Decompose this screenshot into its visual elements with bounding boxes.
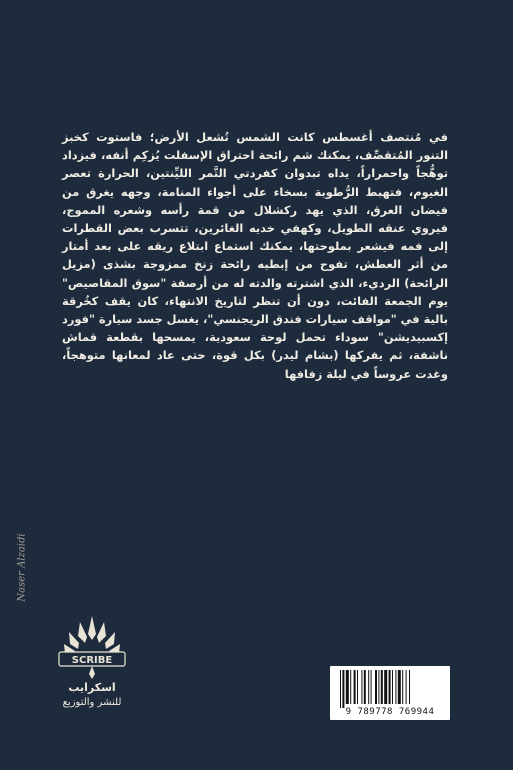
barcode-bar (409, 670, 410, 704)
barcode-bar (342, 670, 344, 708)
barcode-bar (357, 670, 358, 704)
scribe-logo-text: SCRIBE (71, 655, 113, 666)
isbn-number: 9 789778 769944 (345, 707, 435, 717)
barcode-bar (381, 670, 383, 704)
barcode-bar (340, 670, 341, 708)
barcode-bar (398, 670, 401, 704)
barcode-bar (402, 670, 403, 704)
barcode-bar (346, 670, 349, 704)
barcode-bar (389, 670, 391, 704)
synopsis-text (62, 128, 448, 383)
barcode-bar (350, 670, 351, 704)
barcode-bar (354, 670, 356, 704)
barcode-bar (378, 670, 379, 704)
barcode-bars (338, 670, 442, 708)
barcode-bar (368, 670, 369, 704)
barcode-bar (371, 670, 372, 704)
barcode-bar (361, 670, 362, 704)
publisher-tagline: للنشر والتوزيع (62, 697, 122, 708)
barcode-bar (384, 670, 387, 704)
barcode-bar (395, 670, 396, 704)
isbn-barcode (330, 666, 450, 720)
barcode-bar (375, 670, 377, 704)
barcode-bar (392, 670, 393, 704)
author-signature: Naser Alzaidi (16, 533, 28, 602)
barcode-bar (406, 670, 407, 704)
scribe-emblem-icon (40, 610, 144, 680)
publisher-logo (40, 610, 160, 720)
barcode-bar (364, 670, 366, 704)
synopsis-paragraph: في مُنتصف أغسطس كانت الشمس تُشعل الأرض؛ فاستوت كخبز التنور المُتقصِّف، يمكنك شم رائحة احتراق الإسفلت يُزكِم أنفه، فيزداد توهُّجاً واحمراراً، يداه تبدوان كفردتي التَّمر الليِّنتين، الحرارة تعصر الغيوم، فتهبط الرُّطوبة بسخاء على أجواء المنامة، وجهه يغرق من فيضان العرق، الذي يهد ركشلال من قمة رأسه وشعره المموج، فيروي عنقه الطويل، وكهفي خديه الغائرين، تتسرب بعض القطرات إلى فمه فيشعر بملوحتها، يمكنك استماع ابتلاع ريقه على بعد أمتار من أثر العطش، تفوح من إبطيه رائحة زنخ ممزوجة بشذى (مزيل الرائحة) الرديء، الذي اشترته والدته له من أرصفة "سوق المقاصيص" يوم الجمعة الفائت، دون أن تنظر لتاريخ الانتهاء، كان يقف كخُرقة بالية في "مواقف سيارات فندق الريجنسي"، يغسل جسد سيارة "فورد إكسبيديشن" سوداء تحمل لوحة سعودية، يمسحها بقطعة قماش ناشفة، ثم يفركها (بشام ليدر) بكل قوة، حتى عاد لمعانها متوهجاً، وغدت عروساً في ليلة زفافها (62, 130, 448, 381)
publisher-name: اسكرايب (68, 681, 116, 694)
